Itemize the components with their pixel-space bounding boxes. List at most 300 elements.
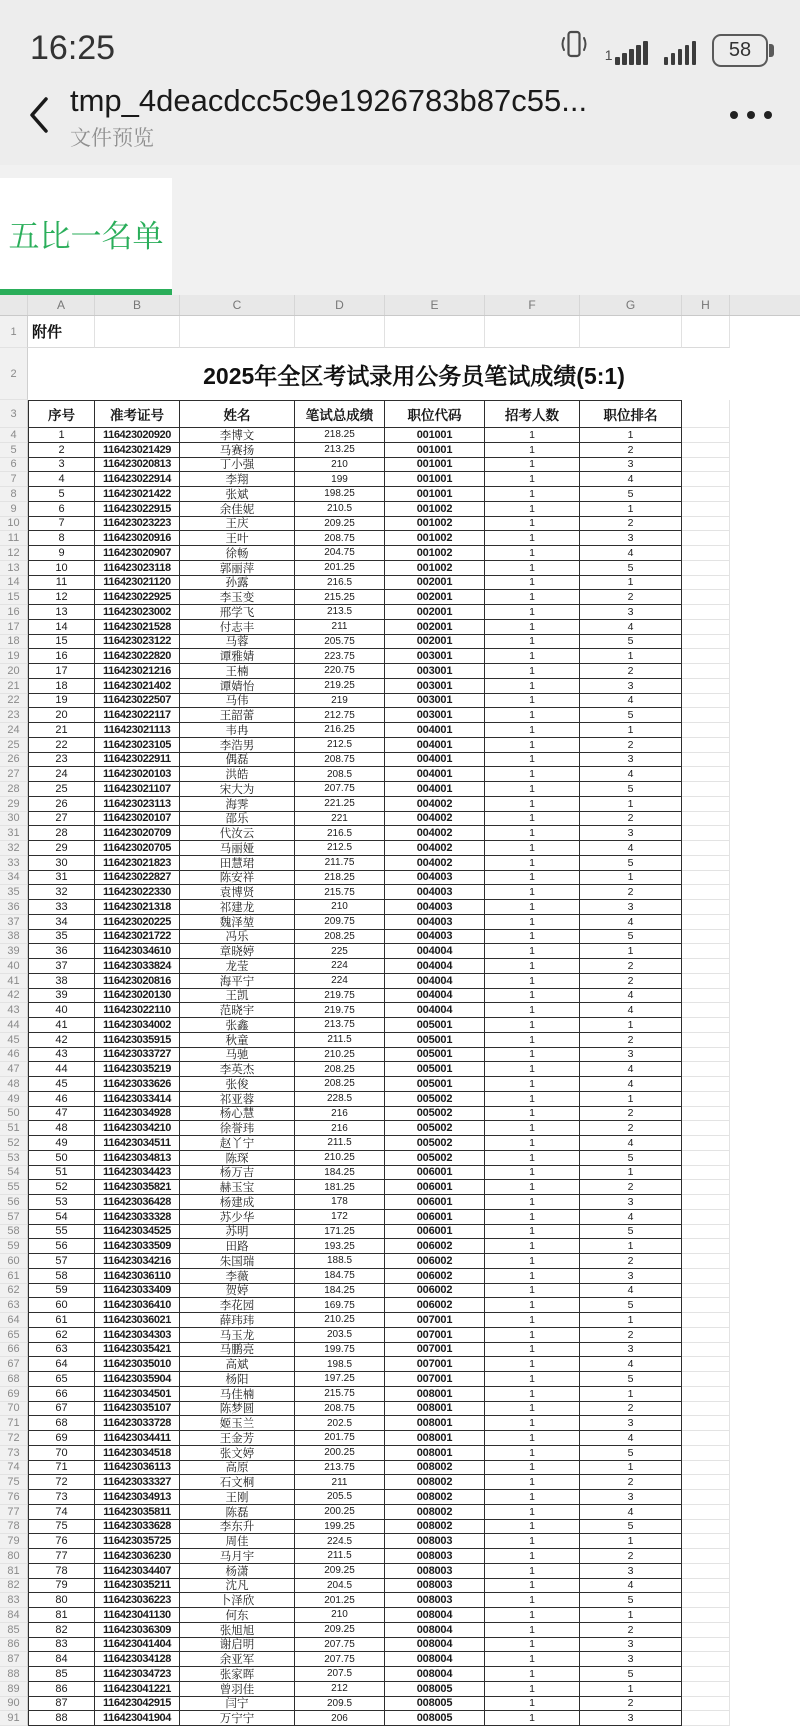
cell-code: 001001 [385,472,485,487]
cell-score: 199.25 [295,1520,385,1535]
cell-name: 杨潇 [180,1564,295,1579]
cell-name: 李东升 [180,1520,295,1535]
cell-code: 006001 [385,1210,485,1225]
cell-count: 1 [485,1431,580,1446]
cell-name: 王凯 [180,989,295,1004]
cell-count: 1 [485,930,580,945]
cell-count: 1 [485,1372,580,1387]
cell-score: 171.25 [295,1225,385,1240]
cell-score: 204.75 [295,546,385,561]
table-row [0,1431,800,1446]
cell-score: 211 [295,1475,385,1490]
cell-index: 21 [28,723,95,738]
cell-empty [682,400,730,428]
cell-score: 210 [295,458,385,473]
row-number: 54 [0,1166,28,1181]
row-number: 64 [0,1313,28,1328]
cell-empty [682,782,730,797]
cell-empty [682,1018,730,1033]
cell-code: 004002 [385,841,485,856]
cell-rank: 4 [580,1136,682,1151]
cell-rank: 1 [580,1313,682,1328]
sheet-tab[interactable]: 五比一名单 [0,178,172,289]
cell-name: 龙莹 [180,959,295,974]
table-row [0,1151,800,1166]
table-row [0,1107,800,1122]
cell-name: 张文婷 [180,1446,295,1461]
cell-rank: 4 [580,472,682,487]
cell-index: 16 [28,649,95,664]
cell-rank: 2 [580,974,682,989]
row-number: 35 [0,885,28,900]
cell-ticket: 116423021429 [95,443,180,458]
cell-name: 杨心慧 [180,1107,295,1122]
cell-empty [682,428,730,443]
cell-code: 008002 [385,1505,485,1520]
cell-empty [682,605,730,620]
cell-ticket: 116423034525 [95,1225,180,1240]
row-number: 62 [0,1284,28,1299]
cell-empty [682,1416,730,1431]
cell-name: 李翔 [180,472,295,487]
cell-code: 002001 [385,590,485,605]
cell-ticket: 116423035915 [95,1033,180,1048]
row-number: 44 [0,1018,28,1033]
table-row [0,472,800,487]
cell-code: 008004 [385,1667,485,1682]
cell-rank: 1 [580,1461,682,1476]
cell-rank: 2 [580,1623,682,1638]
cell-empty [682,900,730,915]
cell-ticket: 116423021318 [95,900,180,915]
cell-score: 212.5 [295,738,385,753]
row-number: 10 [0,517,28,532]
cell-count: 1 [485,1505,580,1520]
cell-ticket: 116423034518 [95,1446,180,1461]
cell-rank: 3 [580,679,682,694]
table-row [0,502,800,517]
cell-count: 1 [485,1387,580,1402]
cell-rank: 3 [580,531,682,546]
cell-empty [682,1151,730,1166]
cell-ticket: 116423034210 [95,1121,180,1136]
cell-score: 207.75 [295,1638,385,1653]
row-number: 2 [0,348,28,400]
cell-rank: 5 [580,856,682,871]
cell-score: 199 [295,472,385,487]
cell-rank: 3 [580,1638,682,1653]
table-row [0,1195,800,1210]
cell-ticket: 116423041221 [95,1682,180,1697]
table-row [0,1564,800,1579]
cell-score: 211.5 [295,1136,385,1151]
row-number: 46 [0,1048,28,1063]
row-number: 6 [0,458,28,473]
cell-empty [682,517,730,532]
cell-empty [682,1136,730,1151]
cell-index: 18 [28,679,95,694]
table-row [0,944,800,959]
cell-ticket: 116423022507 [95,694,180,709]
cell-ticket: 116423023223 [95,517,180,532]
row-number: 12 [0,546,28,561]
cell-empty [682,1505,730,1520]
cell-name: 祁亚蓉 [180,1092,295,1107]
cell-code: 004004 [385,1003,485,1018]
cell-name: 陈梦圆 [180,1402,295,1417]
cell-ticket: 116423020130 [95,989,180,1004]
cell-index: 63 [28,1343,95,1358]
cell-rank: 3 [580,1711,682,1726]
cell-empty [682,1461,730,1476]
cell-index: 78 [28,1564,95,1579]
table-row [0,753,800,768]
cell-empty [682,930,730,945]
cell-count: 1 [485,517,580,532]
cell-empty [682,1549,730,1564]
cell-code: 006002 [385,1298,485,1313]
cell-rank: 3 [580,458,682,473]
cell-name: 张俊 [180,1077,295,1092]
row-number: 83 [0,1593,28,1608]
cell-rank: 2 [580,738,682,753]
cell-rank: 2 [580,1033,682,1048]
cell-index: 60 [28,1298,95,1313]
cell-empty [682,1711,730,1726]
cell-rank: 1 [580,1534,682,1549]
cell-code: 003001 [385,679,485,694]
cell-score: 228.5 [295,1092,385,1107]
cell-name: 马佳楠 [180,1387,295,1402]
cell-code: 008004 [385,1623,485,1638]
row-number: 24 [0,723,28,738]
cell-code: 004002 [385,856,485,871]
cell-code: 002001 [385,605,485,620]
cell-ticket: 116423023002 [95,605,180,620]
row-number: 15 [0,590,28,605]
column-letter: H [682,295,730,315]
cell-ticket: 116423020916 [95,531,180,546]
cell-rank: 2 [580,1107,682,1122]
cell-code: 004002 [385,797,485,812]
cell-rank: 4 [580,620,682,635]
cell-name: 偶磊 [180,753,295,768]
cell-code: 004004 [385,944,485,959]
cell-code: 008001 [385,1446,485,1461]
cell-empty [295,316,385,348]
cell-name: 田慧珺 [180,856,295,871]
row-number: 32 [0,841,28,856]
cell-index: 31 [28,871,95,886]
cell-empty [682,664,730,679]
cell-index: 66 [28,1387,95,1402]
table-row [0,1357,800,1372]
cell-code: 008004 [385,1608,485,1623]
cell-rank: 1 [580,1387,682,1402]
cell-code: 001002 [385,531,485,546]
cell-index: 67 [28,1402,95,1417]
cell-rank: 5 [580,708,682,723]
cell-rank: 2 [580,885,682,900]
cell-ticket: 116423036021 [95,1313,180,1328]
cell-count: 1 [485,1667,580,1682]
cell-code: 008004 [385,1652,485,1667]
cell-empty [682,1490,730,1505]
cell-index: 54 [28,1210,95,1225]
cell-name: 何东 [180,1608,295,1623]
cell-score: 210.25 [295,1151,385,1166]
cell-index: 22 [28,738,95,753]
row-number: 65 [0,1328,28,1343]
cell-code: 008003 [385,1564,485,1579]
cell-score: 215.75 [295,1387,385,1402]
cell-name: 王刚 [180,1490,295,1505]
cell-score: 210.5 [295,502,385,517]
cell-count: 1 [485,900,580,915]
row-number: 81 [0,1564,28,1579]
cell-count: 1 [485,576,580,591]
cell-count: 1 [485,443,580,458]
table-row [0,871,800,886]
cell-index: 6 [28,502,95,517]
cell-name: 李花园 [180,1298,295,1313]
cell-score: 213.75 [295,1018,385,1033]
table-row [0,1461,800,1476]
table-row [0,1534,800,1549]
row-number: 69 [0,1387,28,1402]
cell-score: 208.25 [295,1062,385,1077]
table-row [0,1416,800,1431]
cell-code: 001001 [385,458,485,473]
cell-empty [682,487,730,502]
cell-index: 69 [28,1431,95,1446]
cell-ticket: 116423021528 [95,620,180,635]
column-letter: B [95,295,180,315]
cell-count: 1 [485,1623,580,1638]
column-letter: F [485,295,580,315]
cell-rank: 2 [580,1180,682,1195]
cell-name: 薛玮玮 [180,1313,295,1328]
cell-index: 27 [28,812,95,827]
cell-empty [682,620,730,635]
cell-empty [682,1107,730,1122]
cell-rank: 2 [580,443,682,458]
cell-name: 贺婷 [180,1284,295,1299]
row-number: 82 [0,1579,28,1594]
cell-index: 8 [28,531,95,546]
file-titles [70,83,724,152]
corner-cell [0,295,28,315]
cell-rank: 2 [580,812,682,827]
row-number: 29 [0,797,28,812]
cell-empty [682,502,730,517]
cell-code: 006001 [385,1180,485,1195]
cell-count: 1 [485,1357,580,1372]
cell-name: 田路 [180,1239,295,1254]
cell-ticket: 116423021113 [95,723,180,738]
sheet-row-2 [0,348,800,400]
cell-rank: 2 [580,590,682,605]
cell-score: 212.5 [295,841,385,856]
cell-score: 220.75 [295,664,385,679]
cell-rank: 5 [580,782,682,797]
cell-name: 谭婧怡 [180,679,295,694]
cell-code: 002001 [385,620,485,635]
cell-index: 43 [28,1048,95,1063]
cell-code: 001002 [385,502,485,517]
cell-name: 沈凡 [180,1579,295,1594]
table-row [0,1549,800,1564]
cell-score: 210.25 [295,1313,385,1328]
cell-code: 005002 [385,1121,485,1136]
row-number: 3 [0,400,28,428]
cell-ticket: 116423034813 [95,1151,180,1166]
cell-score: 208.75 [295,753,385,768]
table-row [0,679,800,694]
cell-empty [682,1048,730,1063]
cell-empty [682,1003,730,1018]
cell-empty [682,546,730,561]
cell-empty [682,1298,730,1313]
cell-index: 36 [28,944,95,959]
cell-count: 1 [485,1018,580,1033]
cell-code: 003001 [385,664,485,679]
cell-name: 朱国瑞 [180,1254,295,1269]
back-button[interactable] [16,87,62,147]
cell-name: 杨阳 [180,1372,295,1387]
cell-rank: 3 [580,1564,682,1579]
cell-score: 211.5 [295,1549,385,1564]
cell-empty [682,1033,730,1048]
battery-icon: 58 [712,34,768,67]
cell-count: 1 [485,1298,580,1313]
cell-index: 80 [28,1593,95,1608]
cell-count: 1 [485,708,580,723]
table-row [0,708,800,723]
cell-empty [682,443,730,458]
column-letter: D [295,295,385,315]
cell-rank: 3 [580,1652,682,1667]
cell-index: 86 [28,1682,95,1697]
row-number: 61 [0,1269,28,1284]
cell-rank: 3 [580,900,682,915]
cell-count: 1 [485,782,580,797]
table-row [0,1121,800,1136]
row-number: 28 [0,782,28,797]
row-number: 74 [0,1461,28,1476]
cell-rank: 2 [580,959,682,974]
cell-count: 1 [485,1313,580,1328]
table-row [0,738,800,753]
cell-empty [682,856,730,871]
cell-code: 004002 [385,826,485,841]
cell-empty [682,1062,730,1077]
spreadsheet-body[interactable] [0,428,800,1727]
cell-name: 万宁宁 [180,1711,295,1726]
cell-code: 001002 [385,561,485,576]
row-number: 18 [0,635,28,650]
cell-name: 石文桐 [180,1475,295,1490]
cell-name: 王叶 [180,531,295,546]
cell-empty [682,1402,730,1417]
cell-count: 1 [485,841,580,856]
more-button[interactable] [724,98,778,136]
sim1-label: 1 [604,47,613,63]
row-number: 30 [0,812,28,827]
sheet-title: 2025年全区考试录用公务员笔试成绩(5:1) [203,362,625,389]
row-number: 80 [0,1549,28,1564]
cell-name: 马玉龙 [180,1328,295,1343]
cell-index: 14 [28,620,95,635]
table-row [0,605,800,620]
cell-index: 75 [28,1520,95,1535]
cell-index: 74 [28,1505,95,1520]
row-number: 9 [0,502,28,517]
cell-name: 余佳妮 [180,502,295,517]
cell-rank: 5 [580,930,682,945]
table-row [0,812,800,827]
cell-code: 004003 [385,885,485,900]
cell-name: 陈磊 [180,1505,295,1520]
cell-count: 1 [485,944,580,959]
table-header-row [0,400,800,428]
table-row [0,826,800,841]
cell-ticket: 116423020705 [95,841,180,856]
cell-count: 1 [485,1490,580,1505]
cell-count: 1 [485,1549,580,1564]
cell-index: 56 [28,1239,95,1254]
cell-empty [682,723,730,738]
cell-rank: 3 [580,1490,682,1505]
cell-name: 范晓宇 [180,1003,295,1018]
cell-rank: 4 [580,1431,682,1446]
cell-name: 姬玉兰 [180,1416,295,1431]
cell-count: 1 [485,1475,580,1490]
header-cell: 笔试总成绩 [295,400,385,428]
cell-score: 215.75 [295,885,385,900]
cell-ticket: 116423035821 [95,1180,180,1195]
row-number: 84 [0,1608,28,1623]
cell-index: 76 [28,1534,95,1549]
signal-icon-sim2 [664,41,697,67]
cell-code: 008003 [385,1579,485,1594]
cell-rank: 5 [580,1520,682,1535]
page-subtitle: 文件预览 [70,126,154,150]
cell-rank: 3 [580,1416,682,1431]
cell-index: 33 [28,900,95,915]
cell-code: 006002 [385,1284,485,1299]
cell-count: 1 [485,1136,580,1151]
row-number: 37 [0,915,28,930]
cell-empty [682,1623,730,1638]
cell-ticket: 116423035811 [95,1505,180,1520]
cell-empty [682,635,730,650]
cell-index: 44 [28,1062,95,1077]
cell-index: 12 [28,590,95,605]
cell-code: 005001 [385,1048,485,1063]
table-row [0,1298,800,1313]
cell-empty [682,1638,730,1653]
cell-count: 1 [485,1402,580,1417]
cell-ticket: 116423033414 [95,1092,180,1107]
table-row [0,664,800,679]
cell-ticket: 116423020709 [95,826,180,841]
row-number: 68 [0,1372,28,1387]
header-cell: 姓名 [180,400,295,428]
cell-score: 205.75 [295,635,385,650]
cell-ticket: 116423020813 [95,458,180,473]
cell-empty [682,841,730,856]
